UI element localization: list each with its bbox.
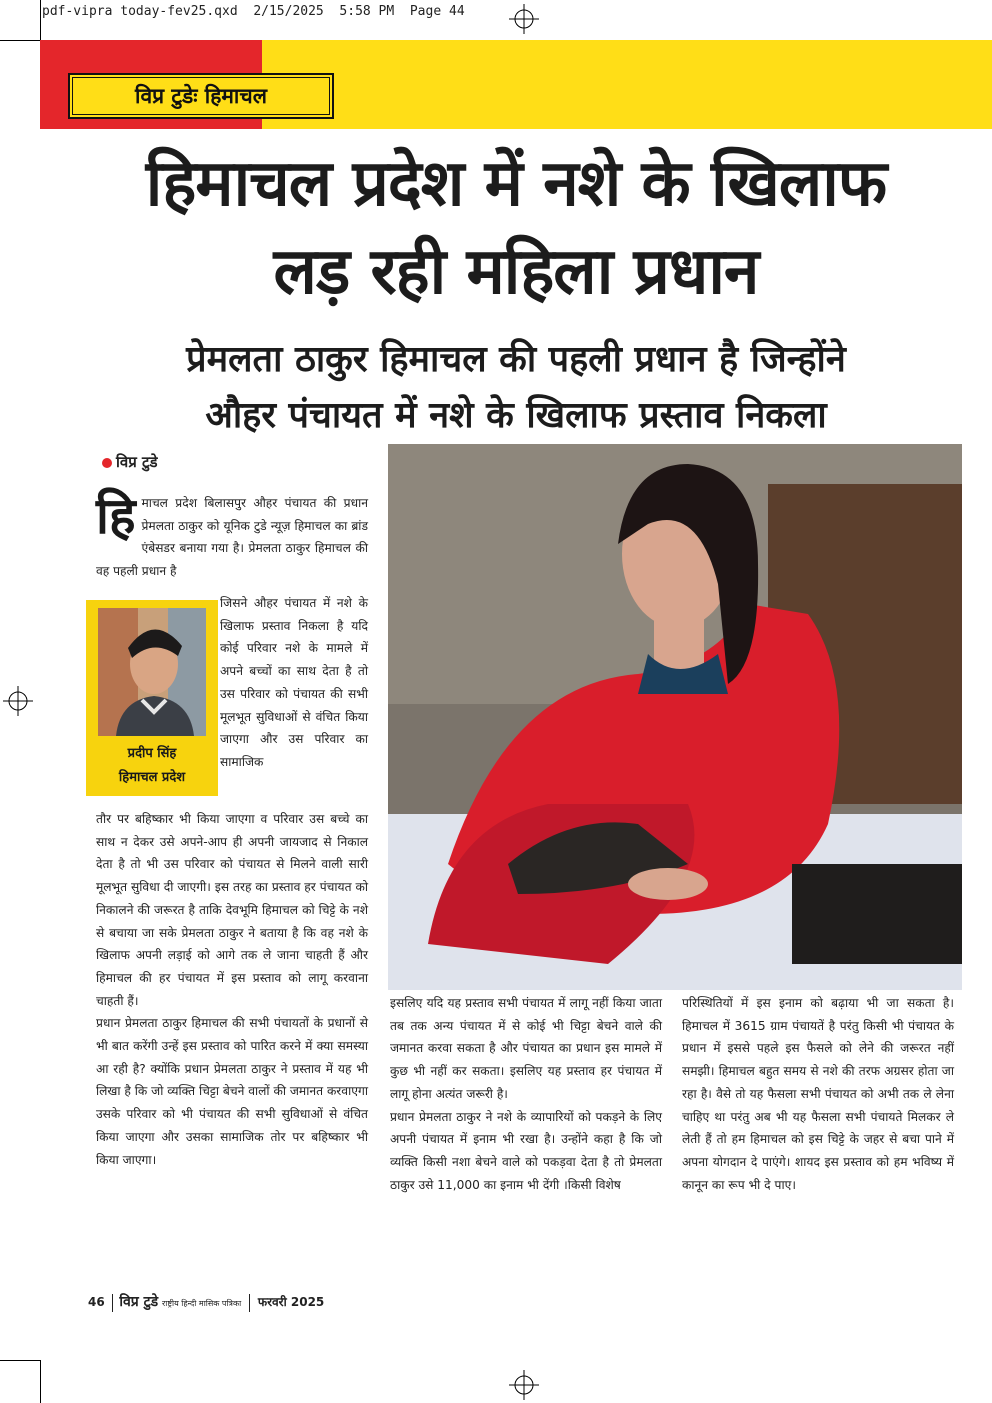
- footer-issue: फरवरी 2025: [257, 1295, 325, 1309]
- article-column-2: [390, 992, 662, 1196]
- header-bar: [40, 40, 992, 129]
- section-tag: विप्र टुडेः हिमाचल: [68, 73, 334, 119]
- col2-paragraph-2: प्रधान प्रेमलता ठाकुर ने नशे के व्यापारियों को पकड़ने के लिए अपनी पंचायत में इनाम भी रखा है। उन्होंने कहा है कि जो व्यक्ति किसी नशा बेचने वाले को पकड़वा देता है तो प्रेमलता ठाकुर उसे 11,000 का इनाम भी देंगी ।किसी विशेष: [390, 1109, 662, 1192]
- header-yellow-block: [262, 40, 992, 129]
- subheadline: [40, 332, 992, 444]
- headline-line-1: हिमाचल प्रदेश में नशे के खिलाफ: [145, 147, 887, 221]
- beside-box-text: जिसने औहर पंचायत में नशे के खिलाफ प्रस्ताव निकला है यदि कोई परिवार नशे के मामले में अपने बच्चों का साथ देता है तो उस परिवार को पंचायत की सभी मूलभूत सुविधाओं से वंचित किया जाएगा और उस परिवार का सामाजिक: [220, 596, 368, 769]
- subheadline-line-1: प्रेमलता ठाकुर हिमाचल की पहली प्रधान है जिन्होंने: [186, 339, 846, 380]
- author-photo: [98, 608, 206, 736]
- registration-mark-bottom-icon: [509, 1370, 539, 1400]
- registration-mark-top-icon: [509, 4, 539, 34]
- page-footer: [88, 1292, 324, 1312]
- print-slug: pdf-vipra today-fev25.qxd 2/15/2025 5:58 PM Page 44: [42, 4, 465, 19]
- drop-cap: हि: [96, 487, 136, 545]
- bullet-dot-icon: [102, 458, 112, 468]
- headline: [40, 140, 992, 316]
- article-column-1: [96, 808, 368, 1171]
- author-name: प्रदीप सिंह: [127, 746, 177, 761]
- registration-mark-left-icon: [3, 686, 33, 716]
- footer-tagline: राष्ट्रीय हिन्दी मासिक पत्रिका: [161, 1299, 242, 1308]
- byline: [102, 452, 158, 472]
- headline-line-2: लड़ रही महिला प्रधान: [273, 235, 759, 309]
- crop-mark-bottom-left-v: [40, 1360, 41, 1403]
- article-beside-box: [220, 592, 368, 774]
- col1-paragraph-1: तौर पर बहिष्कार भी किया जाएगा व परिवार उस बच्चे का साथ न देकर उसे अपने-आप ही अपनी जायजाद से निकाल देता है तो भी उस परिवार को पंचायत से मिलने वाली सारी मूलभूत सुविधा दी जाएगी। इस तरह का प्रस्ताव हर पंचायत को निकालने की जरूरत है ताकि देवभूमि हिमाचल को चिट्टे के नशे से बचाया जा सके प्रेमलता ठाकुर ने बताया है कि वह नशे के खिलाफ अपनी लड़ाई को आगे तक ले जाना चाहती हैं और हिमाचल की हर पंचायत में इस प्रस्ताव को लागू करवाना चाहती हैं।: [96, 812, 368, 1008]
- col2-paragraph-1: इसलिए यदि यह प्रस्ताव सभी पंचायत में लागू नहीं किया जाता तब तक अन्य पंचायत में से कोई भी चिट्टा बेचने वाले की जमानत करवा सकता है और पंचायत का प्रधान इस मामले में कुछ भी नहीं कर सकता। इसलिए यह प्रस्ताव हर पंचायत में लागू होना अत्यंत जरूरी है।: [390, 996, 662, 1101]
- article-column-3: [682, 992, 954, 1196]
- intro-text: माचल प्रदेश बिलासपुर औहर पंचायत की प्रधान प्रेमलता ठाकुर को यूनिक टुडे न्यूज़ हिमाचल का ब्रांड एंबेसडर बनाया गया है। प्रेमलता ठाकुर हिमाचल की वह पहली प्रधान है: [96, 496, 368, 579]
- author-caption: [86, 742, 218, 790]
- page-number: 46: [88, 1295, 105, 1309]
- byline-text: विप्र टुडे: [116, 453, 158, 471]
- subheadline-line-2: औहर पंचायत में नशे के खिलाफ प्रस्ताव निकला: [205, 395, 827, 436]
- main-photo: [388, 444, 962, 990]
- crop-mark-top-left-h: [0, 40, 40, 41]
- col1-paragraph-2: प्रधान प्रेमलता ठाकुर हिमाचल की सभी पंचायतों के प्रधानों से भी बात करेंगी उन्हें इस प्रस्ताव को पारित करने में क्या समस्या आ रही है? क्योंकि प्रधान प्रेमलता ठाकुर ने प्रस्ताव में यह भी लिखा है कि जो व्यक्ति चिट्टा बेचने वालों की जमानत करवाएगा उसके परिवार को भी पंचायत की सभी सुविधाओं से वंचित किया जाएगा और उसका सामाजिक तोर पर बहिष्कार भी किया जाएगा।: [96, 1016, 368, 1167]
- article-column-1-intro: [96, 487, 368, 583]
- author-location: हिमाचल प्रदेश: [118, 770, 186, 785]
- crop-mark-top-left-v: [40, 0, 41, 40]
- footer-magazine-name: विप्र टुडे: [119, 1294, 159, 1310]
- col3-paragraph: परिस्थितियों में इस इनाम को बढ़ाया भी जा सकता है। हिमाचल में 3615 ग्राम पंचायतें है परंतु किसी भी पंचायत के प्रधान में इससे पहले इस फैसले को लेने की जरूरत नहीं समझी। हिमाचल बहुत समय से नशे की तरफ अग्रसर होता जा रहा है। वैसे तो यह फैसला सभी पंचायत को अभी तक ले लेना चाहिए था परंतु अब भी यह फैसला सभी पंचायते मिलकर ले लेती हैं तो हम हिमाचल को इस चिट्टे के जहर से बचा पाने में अपना योगदान दे पाएंगे। शायद इस प्रस्ताव को हम भविष्य में कानून का रूप भी दे पाए।: [682, 996, 954, 1192]
- author-box: [86, 600, 218, 796]
- crop-mark-bottom-left-h: [0, 1360, 40, 1361]
